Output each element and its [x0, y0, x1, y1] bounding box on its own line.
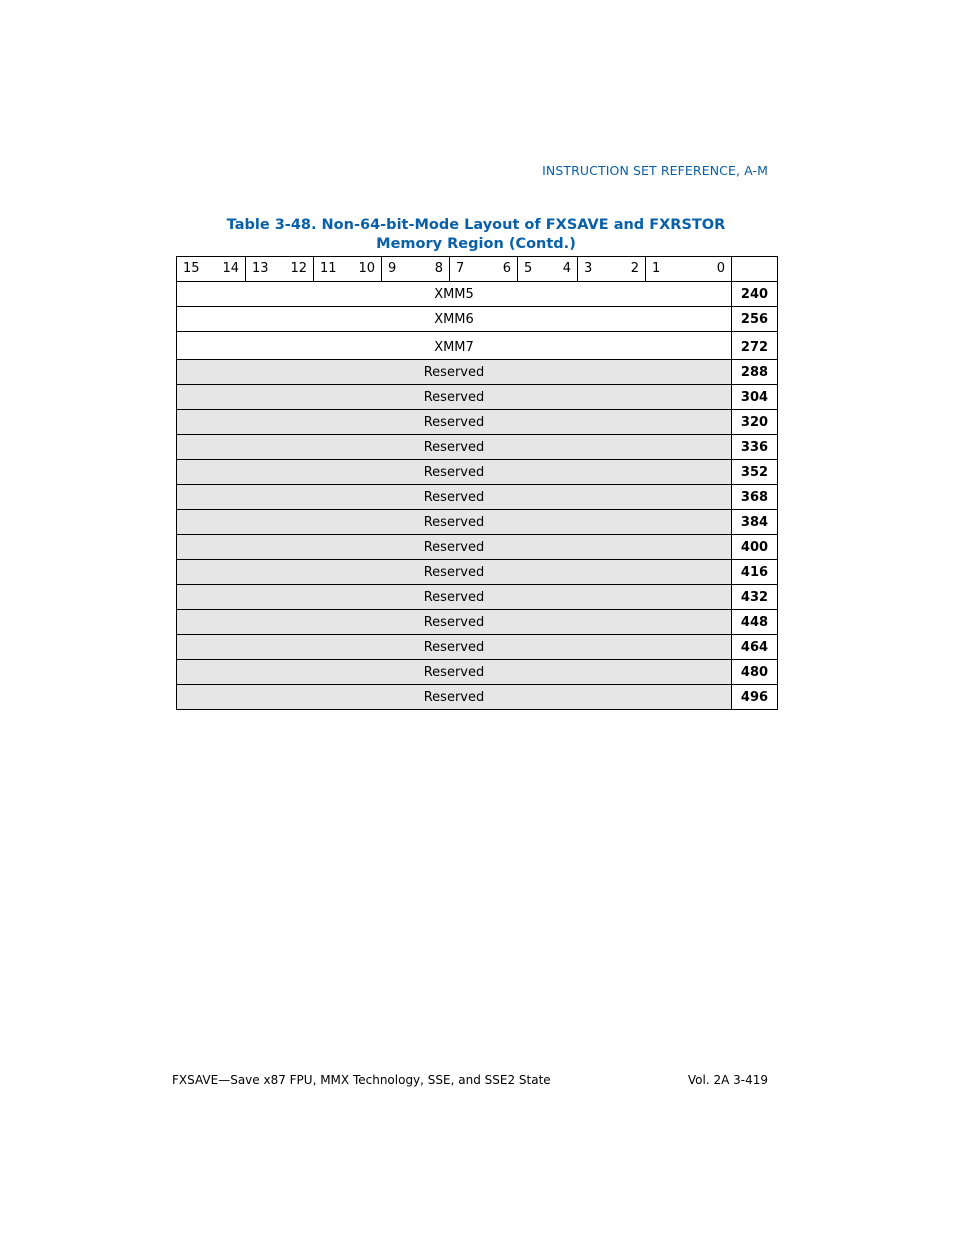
table-row: [177, 435, 778, 460]
field-name-cell: Reserved: [177, 385, 732, 410]
byte-offset-cell: 272: [732, 332, 778, 360]
table-row: [177, 360, 778, 385]
table-row: [177, 560, 778, 585]
table-row: [177, 282, 778, 307]
table-row: [177, 460, 778, 485]
bit-header-row: [177, 257, 778, 282]
offset-header-cell: [732, 257, 778, 282]
table-title-line-1: Table 3-48. Non-64-bit-Mode Layout of FXSAVE and FXRSTOR: [226, 217, 726, 233]
bit-header-cell: [450, 257, 518, 282]
byte-offset-cell: 400: [732, 535, 778, 560]
table-row: [177, 660, 778, 685]
fxsave-layout-table: [176, 256, 778, 710]
bit-number-high: 13: [252, 261, 269, 276]
byte-offset-cell: 304: [732, 385, 778, 410]
field-name-cell: Reserved: [177, 510, 732, 535]
bit-number-high: 1: [652, 261, 661, 276]
field-name-cell: Reserved: [177, 685, 732, 710]
byte-offset-cell: 448: [732, 610, 778, 635]
field-name-cell: Reserved: [177, 410, 732, 435]
field-name-cell: XMM6: [177, 307, 732, 332]
bit-header-cell: [382, 257, 450, 282]
running-header: INSTRUCTION SET REFERENCE, A-M: [542, 163, 768, 178]
byte-offset-cell: 240: [732, 282, 778, 307]
byte-offset-cell: 256: [732, 307, 778, 332]
byte-offset-cell: 480: [732, 660, 778, 685]
table-row: [177, 610, 778, 635]
bit-number-low: 0: [716, 261, 725, 276]
bit-number-high: 3: [584, 261, 593, 276]
bit-header-cell: [518, 257, 578, 282]
footer-title: FXSAVE—Save x87 FPU, MMX Technology, SSE, and SSE2 State: [172, 1073, 551, 1087]
field-name-cell: Reserved: [177, 610, 732, 635]
byte-offset-cell: 368: [732, 485, 778, 510]
table-title: [176, 216, 776, 254]
byte-offset-cell: 496: [732, 685, 778, 710]
table-row: [177, 410, 778, 435]
bit-number-low: 6: [502, 261, 511, 276]
bit-number-high: 11: [320, 261, 337, 276]
byte-offset-cell: 288: [732, 360, 778, 385]
bit-number-low: 2: [630, 261, 639, 276]
table-row: [177, 332, 778, 360]
table-row: [177, 635, 778, 660]
bit-number-low: 14: [222, 261, 239, 276]
byte-offset-cell: 320: [732, 410, 778, 435]
bit-number-high: 7: [456, 261, 465, 276]
field-name-cell: Reserved: [177, 660, 732, 685]
byte-offset-cell: 432: [732, 585, 778, 610]
field-name-cell: XMM7: [177, 332, 732, 360]
field-name-cell: Reserved: [177, 535, 732, 560]
bit-header-cell: [246, 257, 314, 282]
bit-number-low: 10: [358, 261, 375, 276]
field-name-cell: Reserved: [177, 360, 732, 385]
bit-number-high: 9: [388, 261, 397, 276]
table-row: [177, 510, 778, 535]
table-row: [177, 685, 778, 710]
table-row: [177, 485, 778, 510]
byte-offset-cell: 352: [732, 460, 778, 485]
bit-number-high: 5: [524, 261, 533, 276]
table-row: [177, 535, 778, 560]
bit-header-cell: [177, 257, 246, 282]
footer-page-number: Vol. 2A 3-419: [687, 1073, 768, 1087]
bit-header-cell: [578, 257, 646, 282]
bit-header-cell: [314, 257, 382, 282]
bit-number-low: 12: [290, 261, 307, 276]
field-name-cell: Reserved: [177, 635, 732, 660]
bit-number-low: 8: [434, 261, 443, 276]
byte-offset-cell: 416: [732, 560, 778, 585]
bit-header-cell: [646, 257, 732, 282]
byte-offset-cell: 464: [732, 635, 778, 660]
byte-offset-cell: 336: [732, 435, 778, 460]
bit-number-high: 15: [183, 261, 200, 276]
field-name-cell: XMM5: [177, 282, 732, 307]
field-name-cell: Reserved: [177, 460, 732, 485]
field-name-cell: Reserved: [177, 585, 732, 610]
field-name-cell: Reserved: [177, 435, 732, 460]
table-row: [177, 585, 778, 610]
byte-offset-cell: 384: [732, 510, 778, 535]
table-row: [177, 307, 778, 332]
field-name-cell: Reserved: [177, 485, 732, 510]
field-name-cell: Reserved: [177, 560, 732, 585]
table-title-line-2: Memory Region (Contd.): [376, 236, 576, 252]
bit-number-low: 4: [562, 261, 571, 276]
table-row: [177, 385, 778, 410]
